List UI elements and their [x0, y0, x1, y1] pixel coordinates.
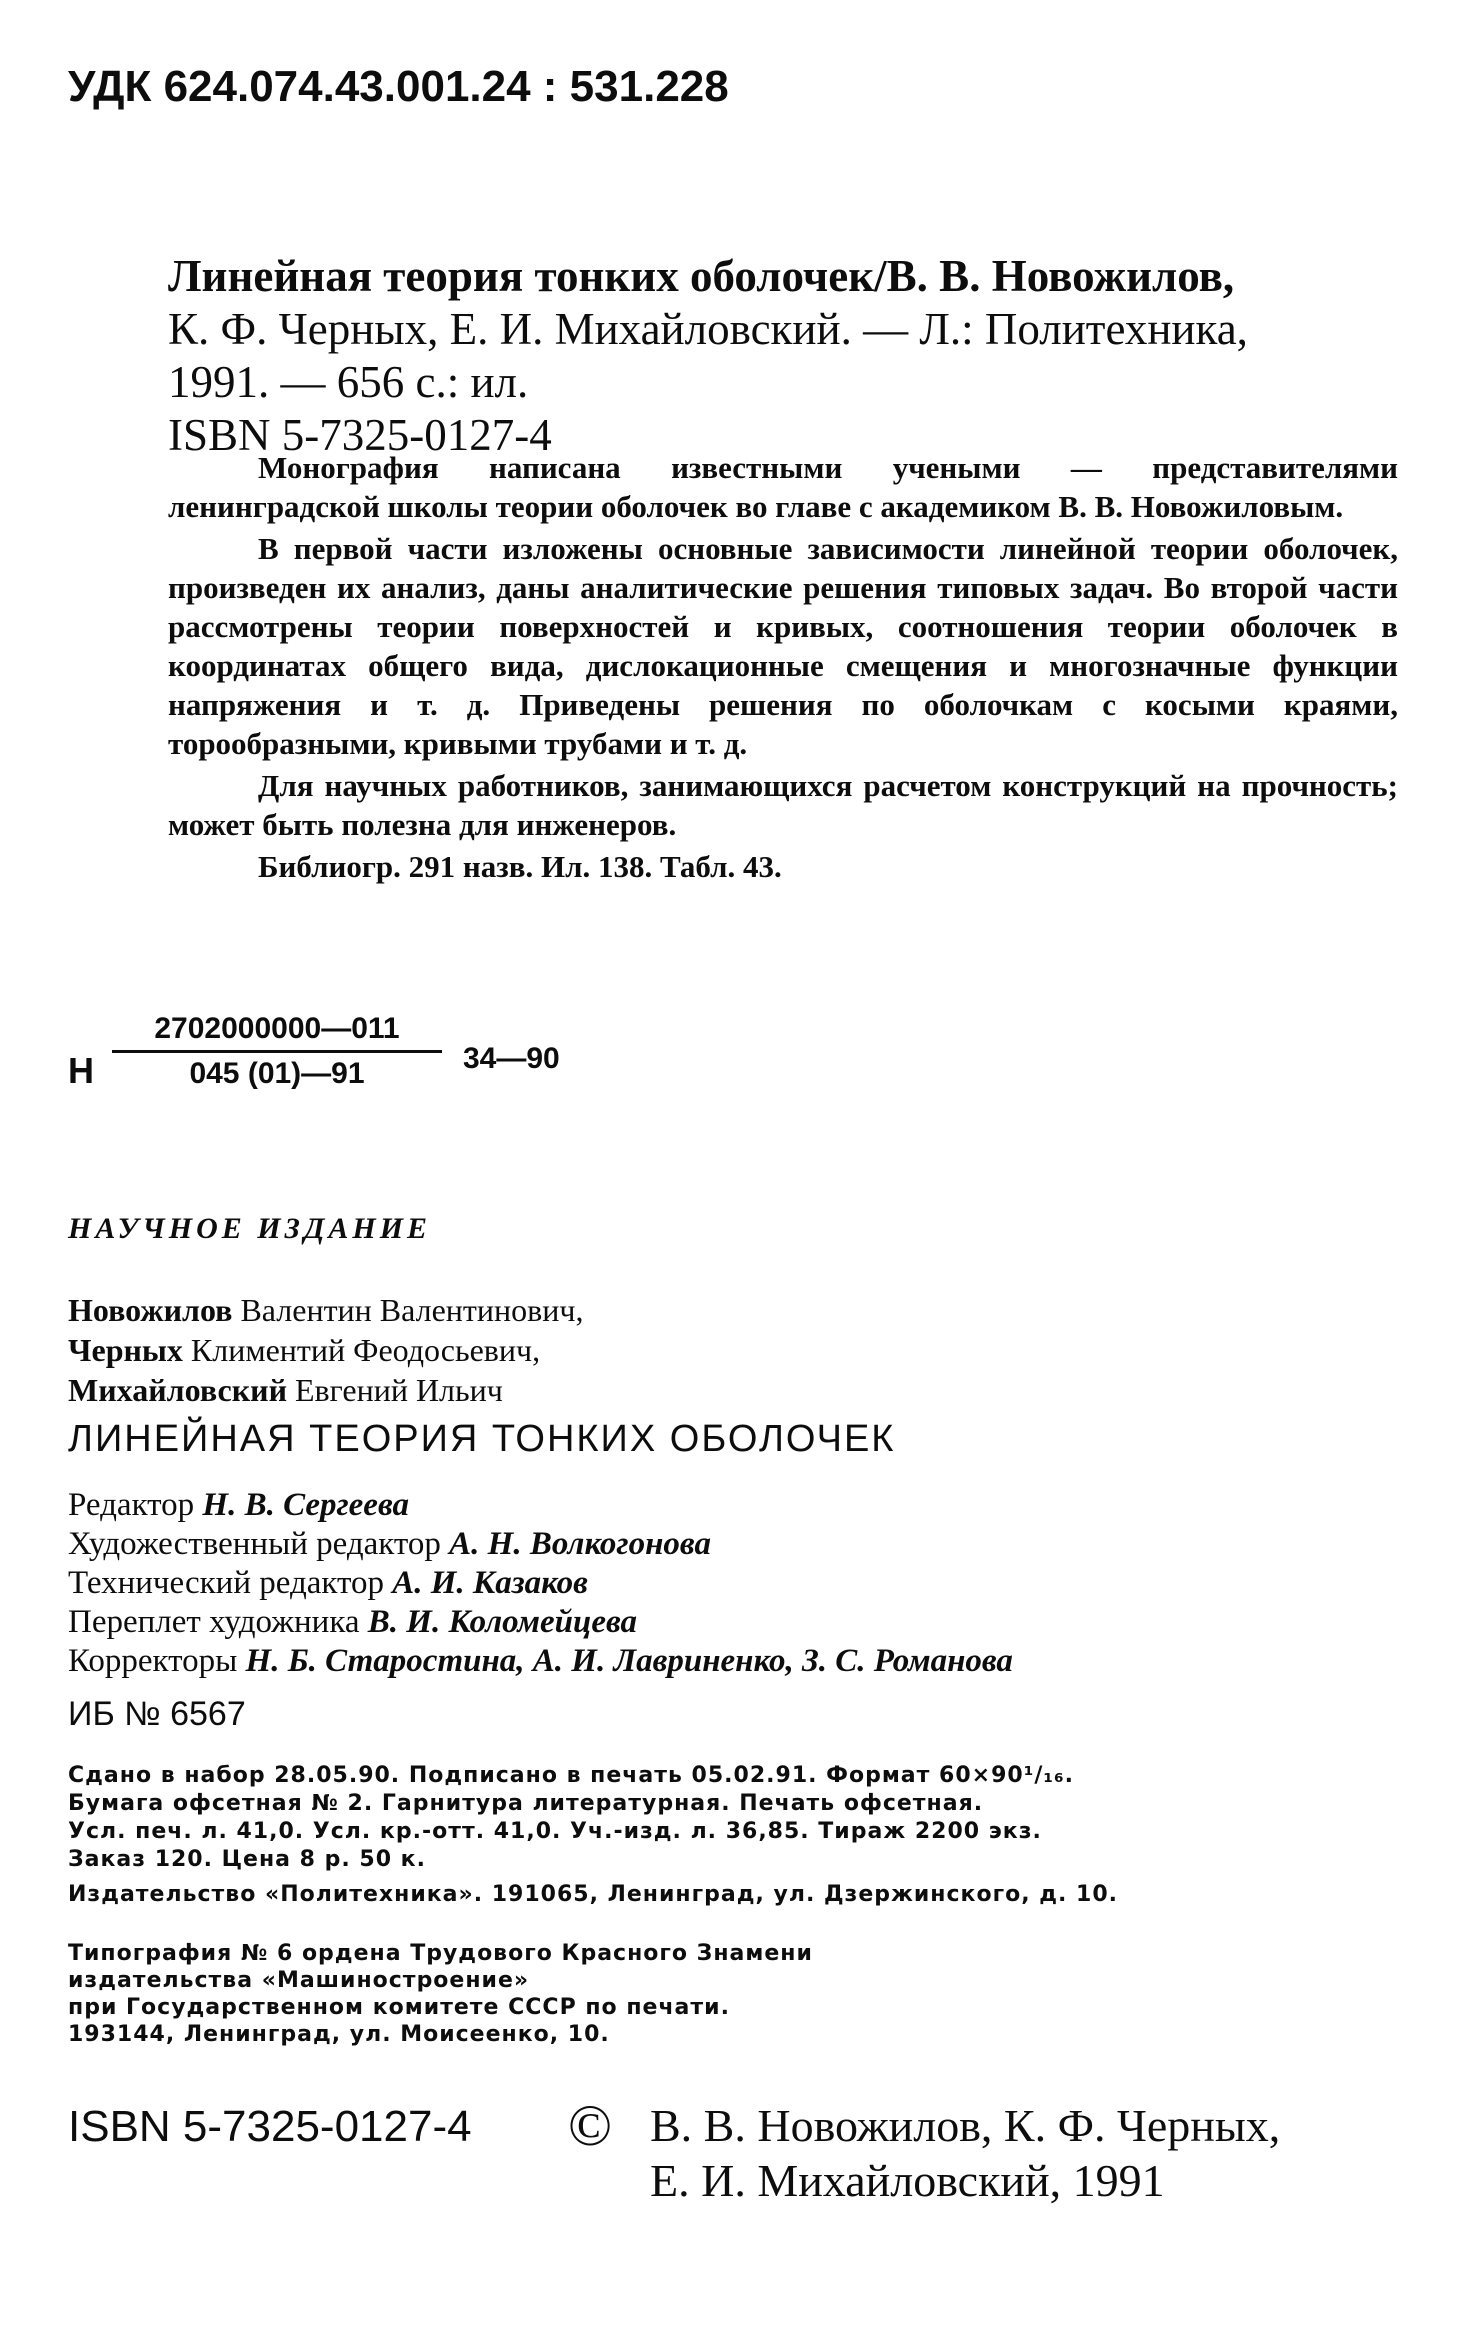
author-surname: Черных — [68, 1332, 183, 1368]
staff-names: Н. Б. Старостина, А. И. Лавриненко, З. С. Романова — [245, 1643, 1013, 1679]
tech-line: Сдано в набор 28.05.90. Подписано в печать 05.02.91. Формат 60×90¹/₁₆. — [68, 1763, 1075, 1788]
copyright-notice — [568, 2093, 1428, 2208]
bibliographic-citation — [168, 250, 1398, 462]
author-entry — [68, 1290, 583, 1330]
code-fraction — [112, 1012, 442, 1091]
printer-line: Типография № 6 ордена Трудового Красного Знамени — [68, 1941, 813, 1966]
author-given-names: Евгений Ильич — [295, 1372, 503, 1408]
copyright-symbol: © — [568, 2093, 613, 2158]
publisher-address: Издательство «Политехника». 191065, Ленинград, ул. Дзержинского, д. 10. — [68, 1882, 1118, 1907]
tech-line: Усл. печ. л. 41,0. Усл. кр.-отт. 41,0. Уч.-изд. л. 36,85. Тираж 2200 экз. — [68, 1819, 1042, 1844]
staff-entry — [68, 1603, 1013, 1642]
annotation-paragraph: В первой части изложены основные зависимости линейной теории оболочек, произведен их анализ, даны аналитические решения типовых задач. Во второй части рассмотрены теории поверхностей и кривых, соотношения теории оболочек в координатах общего вида, дислокационные смещения и многозначные функции напряжения и т. д. Приведены решения по оболочкам с косыми краями, торообразными, кривыми трубами и т. д. — [168, 531, 1398, 761]
annotation — [168, 448, 1398, 889]
staff-entry — [68, 1564, 1013, 1603]
citation-line: 1991. — 656 с.: ил. — [168, 357, 529, 407]
annotation-paragraph: Библиогр. 291 назв. Ил. 138. Табл. 43. — [258, 849, 782, 884]
edition-type: НАУЧНОЕ ИЗДАНИЕ — [68, 1212, 432, 1245]
author-entry — [68, 1370, 583, 1410]
printer-info — [68, 1940, 813, 2048]
code-tail: 34—90 — [463, 1042, 560, 1075]
staff-entry — [68, 1486, 1013, 1525]
citation-isbn: ISBN 5-7325-0127-4 — [168, 410, 552, 460]
annotation-paragraph: Для научных работников, занимающихся расчетом конструкций на прочность; может быть полезна для инженеров. — [168, 768, 1398, 842]
isbn-bottom: ISBN 5-7325-0127-4 — [68, 2102, 472, 2151]
tech-line: Заказ 120. Цена 8 р. 50 к. — [68, 1847, 426, 1872]
staff-names: А. И. Казаков — [392, 1565, 588, 1601]
staff-role: Художественный редактор — [68, 1526, 441, 1562]
citation-line: Линейная теория тонких оболочек/В. В. Новожилов, — [168, 251, 1235, 301]
staff-names: В. И. Коломейцева — [367, 1604, 638, 1640]
ib-number: ИБ № 6567 — [68, 1695, 246, 1733]
staff-credits — [68, 1486, 1013, 1681]
author-given-names: Валентин Валентинович, — [240, 1292, 584, 1328]
copyright-line: В. В. Новожилов, К. Ф. Черных, — [650, 2100, 1281, 2151]
printer-line: 193144, Ленинград, ул. Моисеенко, 10. — [68, 2022, 610, 2047]
citation-line: К. Ф. Черных, Е. И. Михайловский. — Л.: Политехника, — [168, 304, 1248, 354]
staff-names: Н. В. Сергеева — [202, 1487, 409, 1523]
copyright-line: Е. И. Михайловский, 1991 — [650, 2155, 1165, 2206]
staff-role: Корректоры — [68, 1643, 238, 1679]
book-title: ЛИНЕЙНАЯ ТЕОРИЯ ТОНКИХ ОБОЛОЧЕК — [68, 1418, 896, 1460]
tech-line: Бумага офсетная № 2. Гарнитура литературная. Печать офсетная. — [68, 1791, 984, 1816]
author-surname: Михайловский — [68, 1372, 287, 1408]
staff-role: Технический редактор — [68, 1565, 384, 1601]
staff-role: Редактор — [68, 1487, 195, 1523]
authors-list — [68, 1290, 583, 1410]
author-entry — [68, 1330, 583, 1370]
udc-code: УДК 624.074.43.001.24 : 531.228 — [68, 62, 729, 111]
staff-role: Переплет художника — [68, 1604, 360, 1640]
code-denominator: 045 (01)—91 — [189, 1057, 365, 1090]
printer-line: издательства «Машиностроение» — [68, 1968, 530, 1993]
printer-line: при Государственном комитете СССР по печати. — [68, 1995, 730, 2020]
technical-details — [68, 1762, 1074, 1874]
annotation-paragraph: Монография написана известными учеными — представителями ленинградской школы теории оболочек во главе с академиком В. В. Новожиловым. — [168, 450, 1398, 524]
staff-entry — [68, 1525, 1013, 1564]
staff-entry — [68, 1642, 1013, 1681]
code-letter: Н — [68, 1050, 94, 1091]
staff-names: А. Н. Волкогонова — [449, 1526, 711, 1562]
author-surname: Новожилов — [68, 1292, 233, 1328]
author-given-names: Климентий Феодосьевич, — [190, 1332, 541, 1368]
code-numerator: 2702000000—011 — [112, 1012, 442, 1053]
